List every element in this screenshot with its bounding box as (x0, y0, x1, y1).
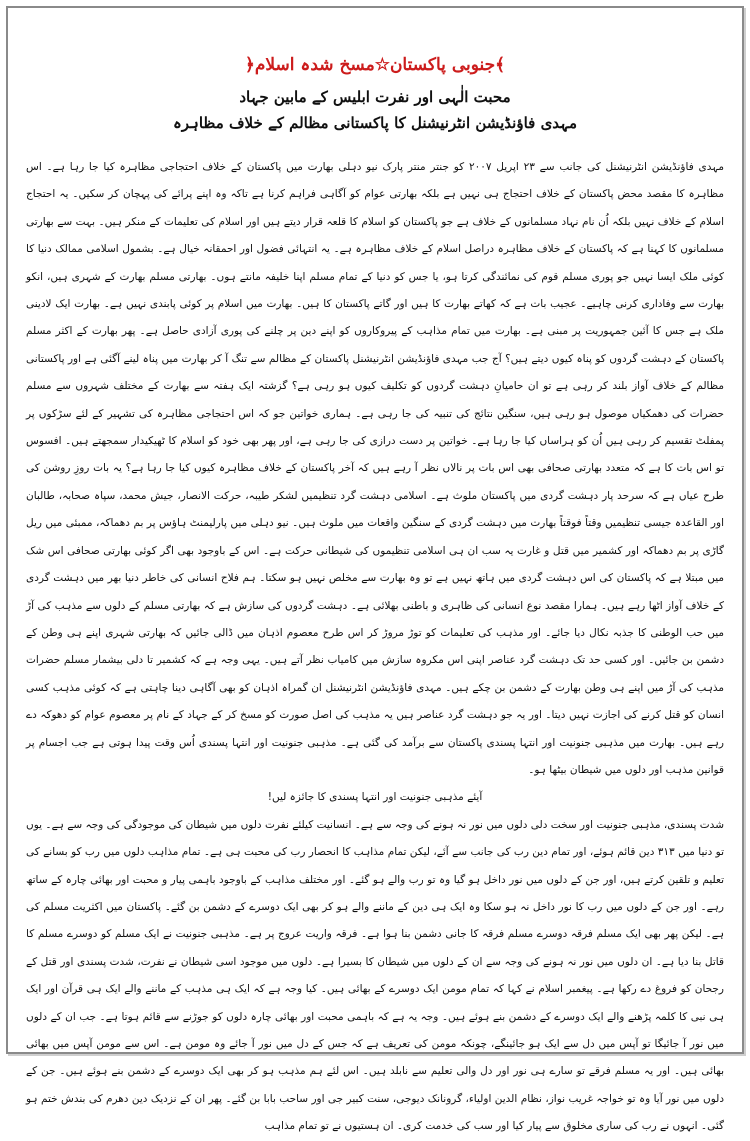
document-body (26, 154, 724, 1141)
body-paragraph-3: شدت پسندی، مذہبی جنونیت اور سخت دلی دلوں میں نور نہ ہونے کی وجہ سے ہے۔ انسانیت کیلئے نفرت دلوں میں شیطان کی موجودگی کی وجہ سے ہے۔ یوں تو دنیا میں ۳۱۳ دین قائم ہوئے، اور تمام دین رب کی جانب سے آئے، لیکن تمام مذاہب کا انحصار رب کی محبت ہی ہے۔ تمام مذاہب دلوں میں رب کو بسانے کی تعلیم و تلقین کرتے ہیں، اور جن کے دلوں میں نور داخل ہو گیا وہ تو رب والے ہو گئے۔ اور مختلف مذاہب کے باوجود باہمی پیار و محبت اور بھائی چارہ کے ساتھ رہے۔ اور جن کے دلوں میں رب کا نور داخل نہ ہو سکا وہ ایک ہی دین کے ماننے والے ہو کر بھی ایک دوسرے کے دشمن بن گئے۔ پاکستان میں اکثریت مسلم کی ہے۔ لیکن پھر بھی ایک مسلم فرقہ دوسرے مسلم فرقہ کا جانی دشمن بنا ہوا ہے۔ فرقہ واریت عروج پر ہے۔ مذہبی جنونیت نے ایک مسلم کو دوسرے مسلم کا قاتل بنا دیا ہے۔ ان دلوں میں نور نہ ہونے کی وجہ سے ان کے دلوں میں شیطان کا بسیرا ہے۔ دلوں میں موجود اسی شیطان نے نفرت، شدت پسندی اور قتل کے رجحان کو فروغ دے رکھا ہے۔ پیغمبر اسلام نے کہا کہ تمام مومن ایک دوسرے کے بھائی ہیں۔ کیا وجہ ہے کہ ایک ہی مذہب کے ماننے والے ایک ہی قرآن اور ایک ہی نبی کا کلمہ پڑھنے والے ایک دوسرے کے دشمن بنے ہوئے ہیں۔ وجہ یہ ہے کہ باہمی محبت اور بھائی چارہ دلوں کو جوڑنے سے قائم ہوتا ہے۔ جب ان کے دلوں میں نور آ جائیگا تو آپس میں دل سے ایک ہو جائینگے، چونکہ مومن کی تعریف ہے کہ جس کے دل میں نور آ جائے وہ مومن ہے۔ اس سے مومن آپس میں بھائی بھائی ہیں۔ اور یہ مسلم فرقے تو سارے ہی نور اور دل والی تعلیم سے نابلد ہیں۔ اس لئے ہم مذہب ہو کر بھی ایک دوسرے کے دشمن بنے ہوئے ہیں۔ جن کے دلوں میں نور آیا وہ تو خواجہ غریب نواز، نظام الدین اولیاء، گرونانک دیوجی، سنت کبیر جی اور ساحب بابا بن گئے۔ پھر ان کے نزدیک دین دھرم کی بندش ختم ہو گئی۔ انہوں نے رب کی ساری مخلوق سے پیار کیا اور سب کی خدمت کری۔ ان ہستیوں نے تو تمام مذاہب (26, 818, 724, 1133)
body-paragraph-1: مہدی فاؤنڈیشن انٹرنیشنل کی جانب سے ۲۳ اپریل ۲۰۰۷ کو جنتر منتر پارک نیو دہلی بھارت میں پاکستان کے خلاف احتجاجی مظاہرہ کیا جا رہا ہے۔ اس مظاہرہ کا مقصد محض پاکستان کے خلاف احتجاج ہی نہیں ہے بلکہ بھارتی عوام کو آگاہی فراہم کرنا ہے تاکہ وہ اپنے پرائے کی پہچان کر سکیں۔ یہ احتجاج اسلام کے خلاف نہیں بلکہ اُن نام نہاد مسلمانوں کے خلاف ہے جو پاکستان کو اسلام کا قلعہ قرار دیتے ہیں اور اسلام کی تعلیمات کے منکر ہیں۔ بہت سے بھارتی مسلمانوں کا کہنا ہے کہ پاکستان کے خلاف مظاہرہ دراصل اسلام کے خلاف مظاہرہ ہے۔ یہ انتہائی فضول اور احمقانہ خیال ہے۔ بشمول اسلامی ممالک دنیا کا کوئی ملک ایسا نہیں جو پوری مسلم قوم کی نمائندگی کرتا ہو، یا جس کو دنیا کے تمام مسلم اپنا خلیفہ مانتے ہوں۔ بھارتی مسلم بھارت کے شہری ہیں، انکو بھارت سے وفاداری کرنی چاہیے۔ عجیب بات ہے کہ کھاتے بھارت کا ہیں اور گاتے پاکستان کا ہیں۔ بھارت میں اسلام پر کوئی پابندی نہیں ہے۔ بھارت ایک لادینی ملک ہے جس کا آئین جمہوریت پر مبنی ہے۔ بھارت میں تمام مذاہب کے پیروکاروں کو اپنے دین پر چلنے کی پوری آزادی حاصل ہے۔ پھر بھارت کے اکثر مسلم پاکستان کے دہشت گردوں کو پناہ کیوں دیتے ہیں؟ آج جب مہدی فاؤنڈیشن انٹرنیشنل پاکستان کے مظالم سے تنگ آ کر بھارت میں پناہ لینے آگئی ہے اور پاکستانی مظالم کے خلاف آواز بلند کر رہی ہے تو ان حامیانِ دہشت گردوں کو تکلیف کیوں ہو رہی ہے؟ گزشتہ ایک ہفتہ سے بھارت کے مختلف شہروں سے مسلم حضرات کی دھمکیاں موصول ہو رہی ہیں، سنگین نتائج کی تنبیہ کی جا رہی ہے۔ ہماری خواتین جو کہ اس احتجاجی مظاہرہ کی تشہیر کے لئے سڑکوں پر پمفلٹ تقسیم کر رہی ہیں اُن کو ہراساں کیا جا رہا ہے۔ خواتین پر دست درازی کی جا رہی ہے، اور پھر بھی خود کو اسلام کا ٹھیکیدار سمجھتے ہیں۔ افسوس تو اس بات کا ہے کہ متعدد بھارتی صحافی بھی اس بات پر نالاں نظر آ رہے ہیں کہ آخر پاکستان کے خلاف مظاہرہ کیوں کیا جا رہا ہے؟ یہ بات روزِ روشن کی طرح عیاں ہے کہ سرحد پار دہشت گردی میں پاکستان ملوث ہے۔ اسلامی دہشت گرد تنظیمیں لشکر طیبہ، حرکت الانصار، جیش محمد، سپاہ صحابہ، طالبان اور القاعدہ جیسی تنظیمیں وقتاً فوقتاً بھارت میں دہشت گردی کے سنگین واقعات میں ملوث ہیں۔ نیو دہلی میں پارلیمنٹ ہاؤس پر بم دھماکہ، ممبئی میں ریل گاڑی پر بم دھماکہ اور کشمیر میں قتل و غارت یہ سب ان ہی اسلامی تنظیموں کی شیطانی حرکت ہے۔ اس کے باوجود بھی اگر کوئی بھارتی صحافی اس شک میں مبتلا ہے کہ پاکستان کی اس دہشت گردی میں ہاتھ نہیں ہے تو وہ بھارت سے مخلص نہیں ہو سکتا۔ ہم فلاح انسانی کی خاطر دنیا بھر میں دہشت گردی کے خلاف آواز اٹھا رہے ہیں۔ ہمارا مقصد نوع انسانی کی ظاہری و باطنی بھلائی ہے۔ دہشت گردوں کی سازش ہے کہ بھارتی مسلم کے دلوں سے مذہب کی آڑ میں حب الوطنی کا جذبہ نکال دیا جائے۔ اور مذہب کی تعلیمات کو توڑ مروڑ کر اس طرح معصوم اذہان میں ڈالی جائیں کہ بھارتی شہری اپنے ہی وطن کے دشمن بن جائیں۔ اور کسی حد تک دہشت گرد عناصر اپنی اس مکروہ سازش میں کامیاب نظر آتے ہیں۔ یہی وجہ ہے کہ کشمیر تا دلی بیشمار مسلم حضرات مذہب کی آڑ میں اپنے ہی وطن بھارت کے دشمن بن چکے ہیں۔ مہدی فاؤنڈیشن انٹرنیشنل ان گمراہ اذہان کو بھی آگاہی دینا چاہتی ہے کہ کوئی مذہب کسی انسان کو قتل کرنے کی اجازت نہیں دیتا۔ اور یہ جو دہشت گرد عناصر ہیں یہ مذہب کی اصل صورت کو مسخ کر کے جہاد کے نام پر معصوم عوام کو دھوکہ دے رہے ہیں۔ بھارت میں مذہبی جنونیت اور انتہا پسندی پاکستان سے برآمد کی گئی ہے۔ مذہبی جنونیت اور انتہا پسندی اُس وقت پیدا ہوتی ہے جب اجسام پر قوانین مذہب اور دلوں میں شیطان بیٹھا ہو۔ (26, 161, 724, 776)
document-subtitle: محبت الٰہی اور نفرت ابلیس کے مابین جہاد (239, 88, 511, 106)
document-subtitle-2: مہدی فاؤنڈیشن انٹرنیشنل کا پاکستانی مظالم کے خلاف مظاہرہ (172, 114, 578, 132)
document-page (6, 6, 744, 1133)
body-paragraph-2: آیئے مذہبی جنونیت اور انتہا پسندی کا جائزہ لیں! (267, 791, 483, 804)
document-header (8, 54, 742, 134)
document-title: ﴾جنوبی پاکستان☆مسخ شدہ اسلام﴿ (244, 55, 506, 75)
